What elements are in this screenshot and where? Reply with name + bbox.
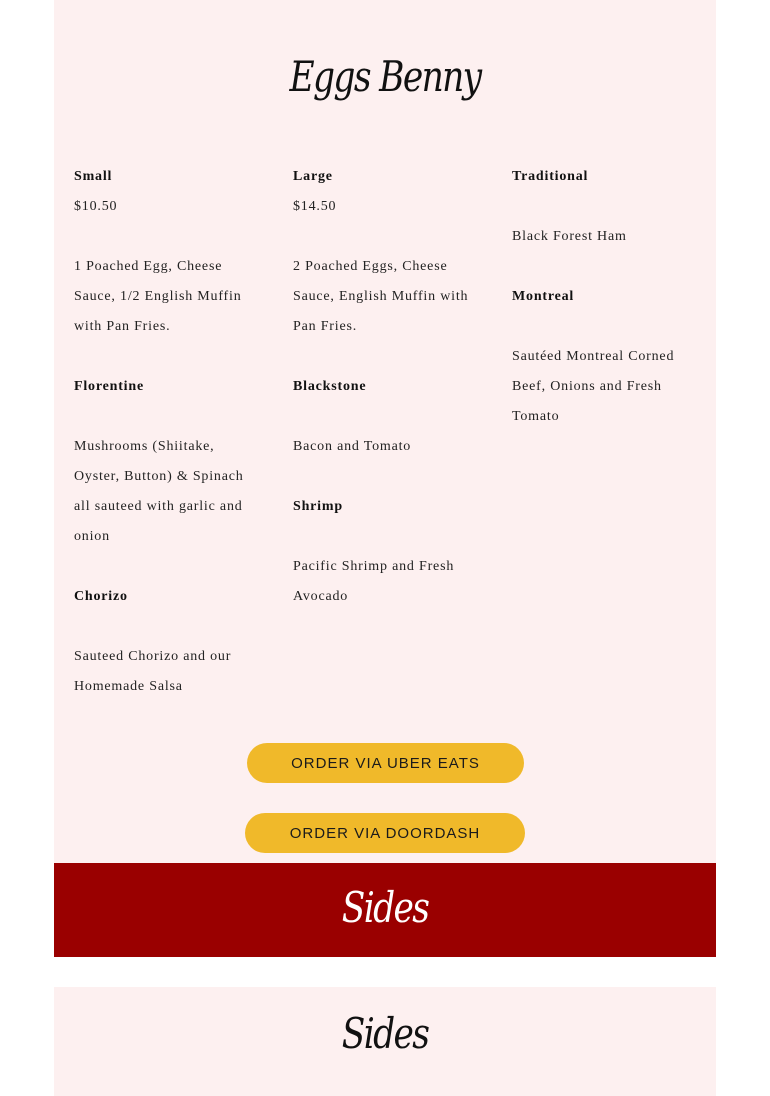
sides-section-title: Sides <box>341 1009 429 1058</box>
item-traditional-description: Black Forest Ham <box>512 229 627 244</box>
eggs-benny-section <box>54 0 716 863</box>
item-montreal-name: Montreal <box>512 289 575 304</box>
order-doordash-button[interactable]: ORDER VIA DOORDASH <box>245 813 525 853</box>
size-large-description: 2 Poached Eggs, Cheese Sauce, English Muffin with Pan Fries. <box>293 259 469 334</box>
sides-banner <box>54 863 716 957</box>
order-uber-eats-button[interactable]: ORDER VIA UBER EATS <box>247 743 524 783</box>
item-blackstone-name: Blackstone <box>293 379 367 394</box>
size-small-description: 1 Poached Egg, Cheese Sauce, 1/2 English Muffin with Pan Fries. <box>74 259 242 334</box>
menu-column-3 <box>512 162 692 432</box>
item-chorizo-description: Sauteed Chorizo and our Homemade Salsa <box>74 649 232 694</box>
item-chorizo-name: Chorizo <box>74 589 128 604</box>
size-small-price: $10.50 <box>74 199 118 214</box>
sides-banner-title: Sides <box>341 883 429 932</box>
size-large-price: $14.50 <box>293 199 337 214</box>
item-shrimp-description: Pacific Shrimp and Fresh Avocado <box>293 559 455 604</box>
item-montreal-description: Sautéed Montreal Corned Beef, Onions and Fresh Tomato <box>512 349 675 424</box>
eggs-benny-title: Eggs Benny <box>289 52 481 101</box>
sides-section <box>54 987 716 1096</box>
size-large-label: Large <box>293 169 333 184</box>
size-small-label: Small <box>74 169 113 184</box>
item-florentine-description: Mushrooms (Shiitake, Oyster, Button) & Spinach all sauteed with garlic and onion <box>74 439 244 544</box>
item-shrimp-name: Shrimp <box>293 499 343 514</box>
item-blackstone-description: Bacon and Tomato <box>293 439 412 454</box>
item-florentine-name: Florentine <box>74 379 144 394</box>
menu-column-1 <box>74 162 254 702</box>
item-traditional-name: Traditional <box>512 169 589 184</box>
menu-column-2 <box>293 162 473 612</box>
